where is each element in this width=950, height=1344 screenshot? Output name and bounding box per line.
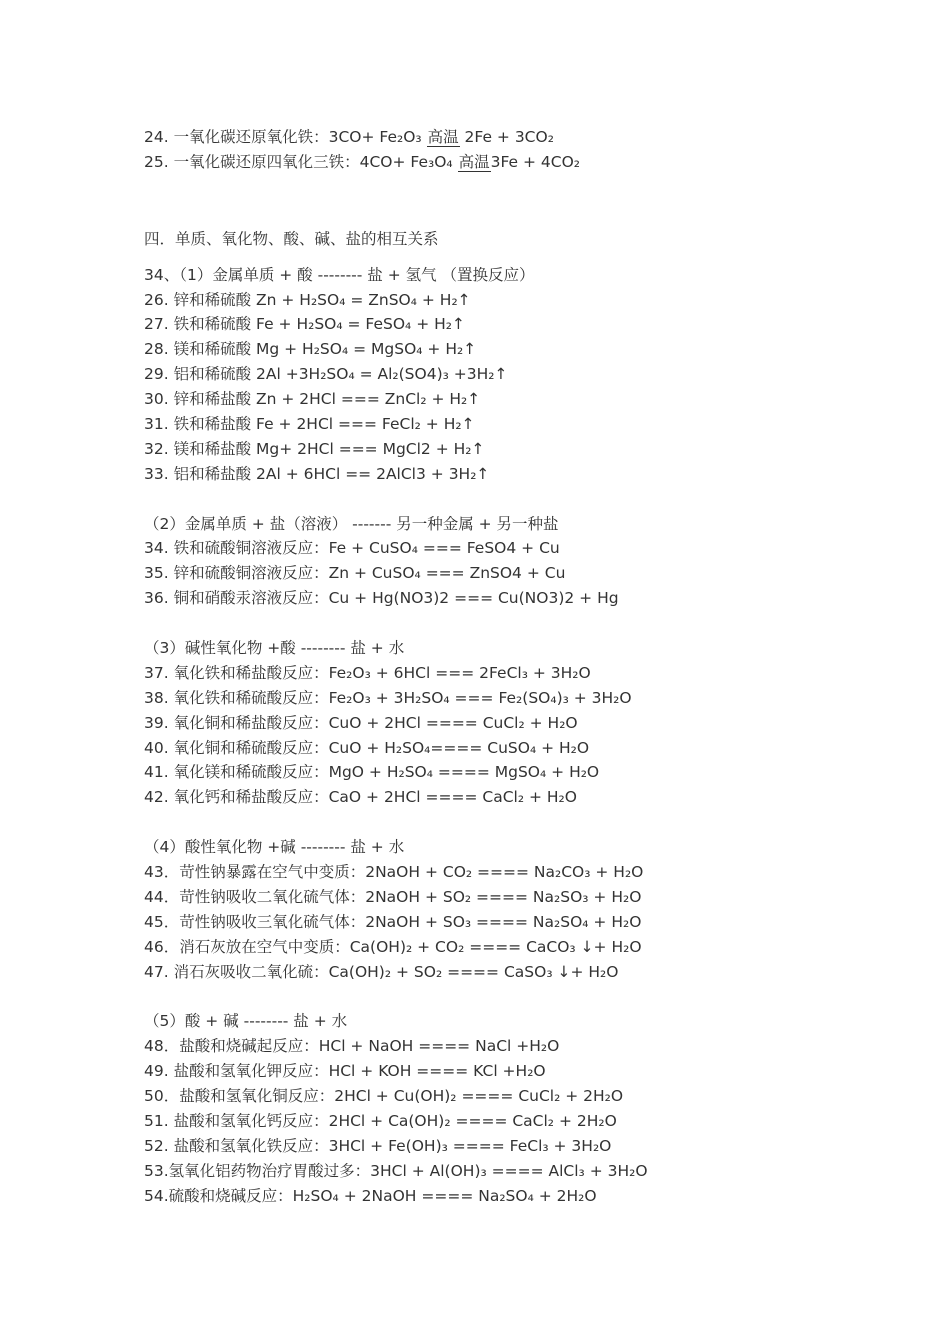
list-item: 47. 消石灰吸收二氧化硫：Ca(OH)₂ + SO₂ ==== CaSO₃ ↓+ H₂O [144, 962, 619, 981]
list-item: 39. 氧化铜和稀盐酸反应：CuO + 2HCl ==== CuCl₂ + H₂O [144, 713, 578, 732]
list-item: 46．消石灰放在空气中变质：Ca(OH)₂ + CO₂ ==== CaCO₃ ↓+ H₂O [144, 937, 642, 956]
group-heading-2: （2）金属单质 + 盐（溶液） ------- 另一种金属 + 另一种盐 [144, 514, 559, 533]
list-item: 36. 铜和硝酸汞溶液反应：Cu + Hg(NO3)2 === Cu(NO3)2 + Hg [144, 589, 619, 608]
equation-number: 24. [144, 128, 169, 146]
list-item: 32. 镁和稀盐酸 Mg+ 2HCl === MgCl2 + H₂↑ [144, 439, 485, 458]
group-heading-3: （3）碱性氧化物 +酸 -------- 盐 + 水 [144, 639, 405, 658]
list-item: 35. 锌和硫酸铜溶液反应：Zn + CuSO₄ === ZnSO4 + Cu [144, 564, 566, 583]
equation-products: 2Fe + 3CO₂ [464, 128, 554, 146]
list-item: 31. 铁和稀盐酸 Fe + 2HCl === FeCl₂ + H₂↑ [144, 415, 475, 434]
equation-text: 一氧化碳还原氧化铁：3CO+ Fe₂O₃ [173, 128, 422, 146]
list-item: 26. 锌和稀硫酸 Zn + H₂SO₄ = ZnSO₄ + H₂↑ [144, 290, 471, 309]
list-item: 41. 氧化镁和稀硫酸反应：MgO + H₂SO₄ ==== MgSO₄ + H₂O [144, 763, 600, 782]
reaction-condition: 高温 [427, 128, 459, 146]
equation-line-25 [144, 150, 904, 175]
list-item: 38. 氧化铁和稀硫酸反应：Fe₂O₃ + 3H₂SO₄ === Fe₂(SO₄)₃ + 3H₂O [144, 688, 632, 707]
list-item: 33. 铝和稀盐酸 2Al + 6HCl == 2AlCl3 + 3H₂↑ [144, 464, 490, 483]
list-item: 30. 锌和稀盐酸 Zn + 2HCl === ZnCl₂ + H₂↑ [144, 390, 481, 409]
group-heading-5: （5）酸 + 碱 -------- 盐 + 水 [144, 1012, 348, 1031]
list-item: 51. 盐酸和氢氧化钙反应：2HCl + Ca(OH)₂ ==== CaCl₂ + 2H₂O [144, 1111, 617, 1130]
equation-text: 一氧化碳还原四氧化三铁：4CO+ Fe₃O₄ [173, 152, 453, 171]
list-item: 37. 氧化铁和稀盐酸反应：Fe₂O₃ + 6HCl === 2FeCl₃ + 3H₂O [144, 663, 591, 682]
document-content [144, 125, 904, 1209]
list-item: 45．苛性钠吸收三氧化硫气体：2NaOH + SO₃ ==== Na₂SO₄ + H₂O [144, 912, 642, 931]
list-item: 27. 铁和稀硫酸 Fe + H₂SO₄ = FeSO₄ + H₂↑ [144, 315, 465, 334]
group-heading-4: （4）酸性氧化物 +碱 -------- 盐 + 水 [144, 838, 405, 857]
list-item: 48．盐酸和烧碱起反应：HCl + NaOH ==== NaCl +H₂O [144, 1037, 560, 1056]
list-item: 52. 盐酸和氢氧化铁反应：3HCl + Fe(OH)₃ ==== FeCl₃ + 3H₂O [144, 1136, 612, 1155]
section-title: 四．单质、氧化物、酸、碱、盐的相互关系 [144, 229, 439, 248]
list-item: 34. 铁和硫酸铜溶液反应：Fe + CuSO₄ === FeSO4 + Cu [144, 539, 560, 558]
list-item: 40. 氧化铜和稀硫酸反应：CuO + H₂SO₄==== CuSO₄ + H₂O [144, 738, 590, 757]
group-heading-1: 34、（1）金属单质 + 酸 -------- 盐 + 氢气 （置换反应） [144, 265, 535, 284]
list-item: 28. 镁和稀硫酸 Mg + H₂SO₄ = MgSO₄ + H₂↑ [144, 340, 477, 359]
list-item: 53.氢氧化铝药物治疗胃酸过多：3HCl + Al(OH)₃ ==== AlCl₃ + 3H₂O [144, 1161, 648, 1180]
equation-products: 3Fe + 4CO₂ [490, 152, 580, 171]
list-item: 50．盐酸和氢氧化铜反应：2HCl + Cu(OH)₂ ==== CuCl₂ + 2H₂O [144, 1087, 624, 1106]
list-item: 43．苛性钠暴露在空气中变质：2NaOH + CO₂ ==== Na₂CO₃ + H₂O [144, 863, 644, 882]
reaction-condition: 高温 [458, 152, 490, 171]
list-item: 42. 氧化钙和稀盐酸反应：CaO + 2HCl ==== CaCl₂ + H₂O [144, 788, 577, 807]
list-item: 49. 盐酸和氢氧化钾反应：HCl + KOH ==== KCl +H₂O [144, 1062, 546, 1081]
list-item: 29. 铝和稀硫酸 2Al +3H₂SO₄ = Al₂(SO4)₃ +3H₂↑ [144, 365, 508, 384]
equation-line-24 [144, 125, 904, 150]
equation-number: 25. [144, 152, 169, 171]
list-item: 54.硫酸和烧碱反应：H₂SO₄ + 2NaOH ==== Na₂SO₄ + 2H₂O [144, 1186, 597, 1205]
list-item: 44．苛性钠吸收二氧化硫气体：2NaOH + SO₂ ==== Na₂SO₃ + H₂O [144, 887, 642, 906]
